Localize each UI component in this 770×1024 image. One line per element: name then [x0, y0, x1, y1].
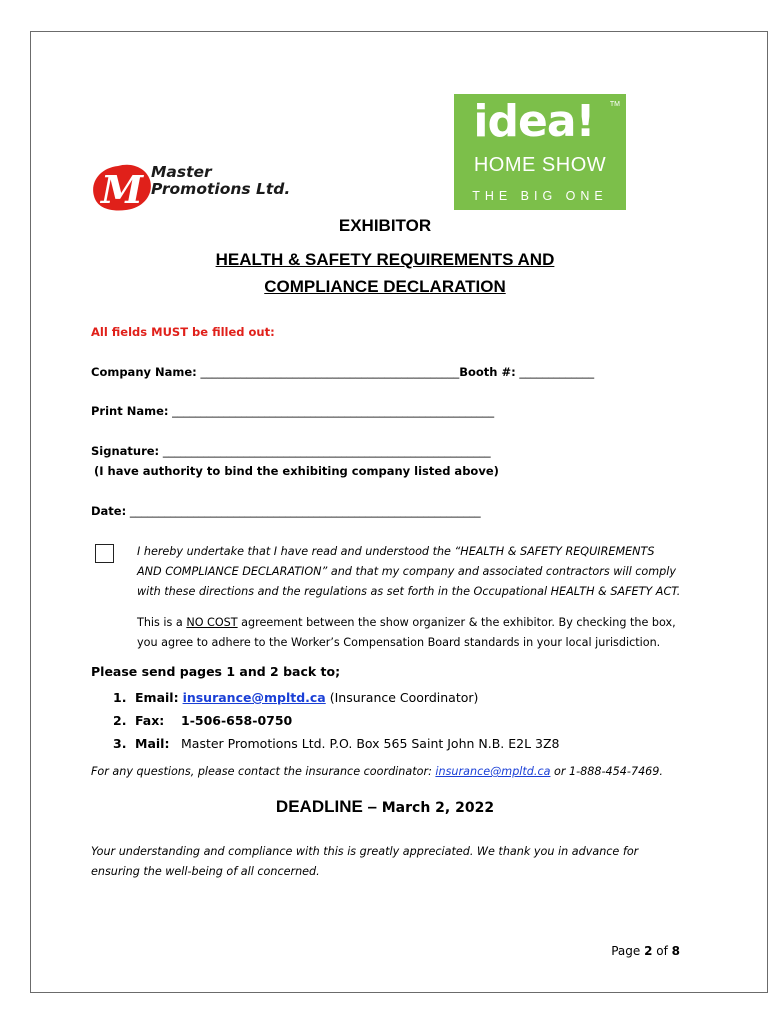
declaration-line3: with these directions and the regulations as set forth in the Occupational HEALTH & SAFETY ACT.: [137, 585, 681, 598]
send-item-num: 2.: [113, 713, 127, 728]
declaration-text: [137, 542, 697, 602]
no-cost-post: agreement between the show organizer & the exhibitor. By checking the box,: [237, 616, 676, 629]
declaration-line1: I hereby undertake that I have read and understood the “HEALTH & SAFETY REQUIREMENTS: [137, 545, 655, 558]
no-cost-pre: This is a: [137, 616, 187, 629]
email-link[interactable]: insurance@mpltd.ca: [182, 690, 326, 705]
deadline-word: DEADLINE: [275, 797, 363, 816]
send-item-label: Mail:: [135, 736, 170, 751]
idea-wordmark: idea!: [473, 96, 595, 147]
booth-label: Booth #:: [459, 365, 516, 379]
page-number: [611, 944, 680, 958]
print-name-field[interactable]: ________________________________________________________: [172, 404, 495, 418]
deadline-date: March 2, 2022: [381, 800, 495, 816]
send-item-num: 1.: [113, 690, 127, 705]
wordmark-line2: Promotions Ltd.: [151, 180, 291, 198]
declaration-line2: AND COMPLIANCE DECLARATION” and that my company and associated contractors will comply: [137, 565, 676, 578]
no-cost-line1: [137, 613, 697, 633]
required-notice: All fields MUST be filled out:: [91, 325, 275, 339]
print-name-row: [91, 404, 494, 418]
deadline: [0, 797, 770, 817]
print-name-label: Print Name:: [91, 404, 169, 418]
booth-field[interactable]: _____________: [519, 365, 595, 379]
date-field[interactable]: _____________________________________________________________: [129, 504, 481, 518]
send-item-num: 3.: [113, 736, 127, 751]
send-item-mail: [113, 736, 560, 751]
email-extra: (Insurance Coordinator): [325, 690, 479, 705]
questions-post: or 1-888-454-7469.: [550, 765, 663, 778]
no-cost-line2: you agree to adhere to the Worker’s Compensation Board standards in your local jurisdiction.: [137, 636, 661, 649]
send-item-label: Email:: [135, 690, 179, 705]
page-word: Page: [611, 944, 645, 958]
send-item-fax: [113, 713, 292, 728]
trademark-mark: TM: [609, 101, 620, 108]
agreement-checkbox[interactable]: [95, 544, 114, 563]
company-name-row: [91, 365, 594, 379]
deadline-dash: –: [362, 797, 382, 816]
page-of: of: [652, 944, 672, 958]
company-name-label: Company Name:: [91, 365, 197, 379]
no-cost-text: [137, 613, 697, 653]
signature-row: [91, 444, 491, 458]
idea-home-show-logo: [454, 94, 626, 210]
signature-label: Signature:: [91, 444, 160, 458]
page-current: 2: [644, 944, 653, 958]
home-show-text: HOME SHOW: [473, 154, 607, 176]
title-compliance: COMPLIANCE DECLARATION: [264, 277, 506, 296]
send-heading: Please send pages 1 and 2 back to;: [91, 664, 341, 679]
questions-pre: For any questions, please contact the insurance coordinator:: [91, 765, 436, 778]
questions-email-link[interactable]: insurance@mpltd.ca: [435, 765, 551, 778]
logo-m-mark: M: [100, 167, 144, 212]
page-total: 8: [671, 944, 680, 958]
date-label: Date:: [91, 504, 127, 518]
closing-line1: Your understanding and compliance with this is greatly appreciated. We thank you in advance for: [91, 845, 639, 858]
fax-number: 1-506-658-0750: [181, 713, 293, 728]
send-item-email: [113, 690, 478, 705]
no-cost-emphasis: NO COST: [186, 616, 238, 629]
mail-address: Master Promotions Ltd. P.O. Box 565 Saint John N.B. E2L 3Z8: [181, 736, 560, 751]
signature-note: (I have authority to bind the exhibiting company listed above): [94, 464, 499, 478]
questions-text: [91, 765, 663, 778]
wordmark-line1: Master: [151, 163, 212, 181]
closing-text: [91, 842, 638, 882]
title-health-safety: HEALTH & SAFETY REQUIREMENTS AND: [215, 250, 555, 269]
master-promotions-wordmark: [151, 164, 290, 198]
closing-line2: ensuring the well-being of all concerned.: [91, 865, 320, 878]
date-row: [91, 504, 481, 518]
company-name-field[interactable]: _____________________________________________: [200, 365, 460, 379]
title-exhibitor: EXHIBITOR: [338, 216, 432, 235]
the-big-one-text: THE BIG ONE: [472, 189, 608, 203]
signature-field[interactable]: _________________________________________________________: [162, 444, 491, 458]
send-item-label: Fax:: [135, 713, 165, 728]
